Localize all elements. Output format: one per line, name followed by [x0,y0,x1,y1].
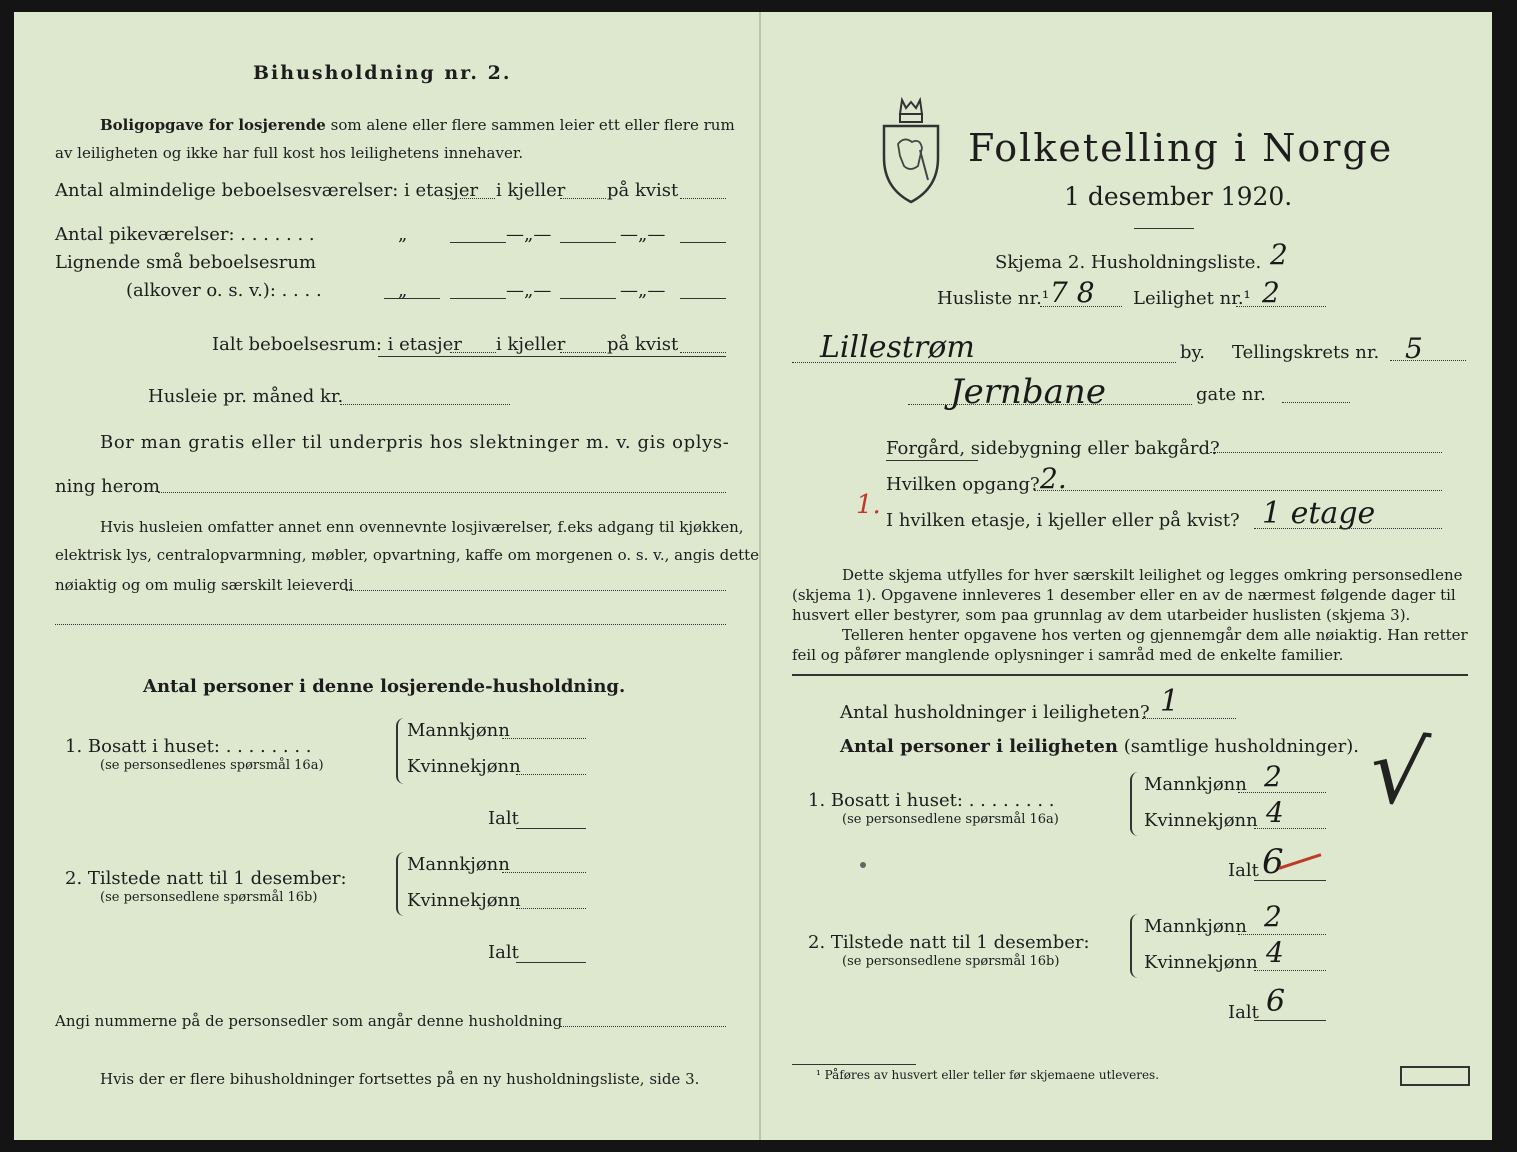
hvis-line-1: Hvis husleien omfatter annet enn ovennevnte losjiværelser, f.eks adgang til kjøkken, [100,518,744,536]
left-tilstede-label: 2. Tilstede natt til 1 desember: [65,868,347,889]
krets-value[interactable]: 5 [1405,332,1423,365]
hvis-line-3: nøiaktig og om mulig særskilt leieverdi [55,576,354,594]
antal-hush-field [1142,718,1236,719]
right-tilstede-ialt-value[interactable]: 6 [1266,984,1286,1019]
by-field [792,362,1176,363]
gratis-field[interactable] [158,492,726,493]
instr-line-1: Dette skjema utfylles for hver særskilt leilighet og legges omkring personsedlene [842,566,1463,584]
angi-label: Angi nummerne på de personsedler som angår denne husholdning [55,1012,563,1030]
right-tilstede-mann-label: Mannkjønn [1144,916,1247,937]
rooms-etasjer-field[interactable] [447,198,495,199]
ialt-kvist-label: på kvist [607,334,679,355]
ialt-rooms-label: Ialt beboelsesrum: i etasjer [212,334,462,355]
instr-line-4: Telleren henter opgavene hos verten og gjennemgår dem alle nøiaktig. Han retter [842,626,1468,644]
etasje-value[interactable]: 1 etage [1262,496,1376,531]
right-tilstede-label: 2. Tilstede natt til 1 desember: [808,932,1090,953]
gate-label: gate nr. [1196,384,1266,405]
gratis-line-2: ning herom [55,476,160,497]
opgang-value[interactable]: 2. [1040,462,1067,495]
left-tilstede-mann-field[interactable] [502,872,586,873]
right-bosatt-kvinne-value[interactable]: 4 [1266,796,1284,829]
alkover-ditto-2: —„— [506,280,552,301]
left-tilstede-sub: (se personsedlene spørsmål 16b) [100,890,318,905]
right-tilstede-kvinne-value[interactable]: 4 [1266,936,1284,969]
persons-heading: Antal personer i denne losjerende-husholdning. [143,676,626,697]
right-tilstede-ialt-field [1254,1020,1326,1021]
rooms-kvist-label: på kvist [607,180,679,201]
left-tilstede-ialt-field[interactable] [516,962,586,963]
husliste-label: Husliste nr.¹ [937,288,1050,309]
krets-field [1390,360,1466,361]
pike-kjeller-field[interactable] [560,242,616,243]
right-bosatt-label: 1. Bosatt i huset: . . . . . . . . [808,790,1055,811]
left-tilstede-ialt-label: Ialt [488,942,519,963]
title-rule [1134,228,1194,229]
right-bosatt-kvinne-field [1254,828,1326,829]
left-tilstede-kvinne-field[interactable] [516,908,586,909]
by-value[interactable]: Lillestrøm [820,330,975,365]
right-bosatt-mann-label: Mannkjønn [1144,774,1247,795]
left-bosatt-sub: (se personsedlenes spørsmål 16a) [100,758,324,773]
right-title: Folketelling i Norge [968,126,1394,170]
left-bosatt-mann-label: Mannkjønn [407,720,510,741]
forgaard-label: Forgård, sidebygning eller bakgård? [886,438,1220,459]
alkover-ditto-3: —„— [620,280,666,301]
right-tilstede-ialt-label: Ialt [1228,1002,1259,1023]
etasje-label: I hvilken etasje, i kjeller eller på kvist? [886,510,1240,531]
alkover-kjeller-field[interactable] [560,298,616,299]
lignende-label: Lignende små beboelsesrum [55,252,317,273]
left-bosatt-kvinne-label: Kvinnekjønn [407,756,521,777]
left-bosatt-ialt-label: Ialt [488,808,519,829]
footnote-rule [792,1064,916,1065]
gate-nr-field[interactable] [1282,402,1350,403]
krets-label: Tellingskrets nr. [1232,342,1380,363]
forgaard-underline-mark [886,460,978,461]
husliste-value[interactable]: 7 8 [1050,276,1095,309]
angi-field[interactable] [560,1026,726,1027]
right-bosatt-brace [1130,772,1140,836]
gratis-line-1: Bor man gratis eller til underpris hos slektninger m. v. gis oplys- [100,432,730,453]
left-bosatt-label: 1. Bosatt i huset: . . . . . . . . [65,736,312,757]
left-tilstede-kvinne-label: Kvinnekjønn [407,890,521,911]
antal-pers-rest: (samtlige husholdninger). [1123,736,1360,757]
right-bosatt-mann-field [1238,792,1326,793]
alkover-ditto-1: „ [398,280,408,301]
forgaard-field[interactable] [1210,452,1442,453]
intro-line-1 [100,116,735,134]
rooms-label: Antal almindelige beboelsesværelser: i etasjer [55,180,479,201]
right-tilstede-mann-field [1238,934,1326,935]
gate-field [908,404,1192,405]
antal-pers-bold: Antal personer i leiligheten [840,736,1118,757]
leilighet-value[interactable]: 2 [1262,276,1280,309]
husliste-field [1040,306,1122,307]
antal-pers-heading [840,736,1359,757]
right-tilstede-mann-value[interactable]: 2 [1264,900,1282,933]
alkover-kvist-field[interactable] [680,298,726,299]
check-mark: √ [1364,717,1433,828]
instr-rule [792,674,1468,676]
instr-line-5: feil og påfører manglende oplysninger i samråd med de enkelte familier. [792,646,1344,664]
pike-ditto-2: —„— [506,224,552,245]
husleie-label: Husleie pr. måned kr. [148,386,344,407]
rooms-kjeller-label: i kjeller [496,180,566,201]
skjema-label: Skjema 2. Husholdningsliste. [995,252,1262,273]
right-bosatt-ialt-label: Ialt [1228,860,1259,881]
pike-etasjer-field[interactable] [450,242,506,243]
footnote: ¹ Påføres av husvert eller teller før skjemaene utleveres. [816,1068,1160,1082]
rooms-kjeller-field[interactable] [560,198,606,199]
pike-kvist-field[interactable] [680,242,726,243]
left-bosatt-kvinne-field[interactable] [516,774,586,775]
pike-ditto-1: „ [398,224,408,245]
census-date: 1 desember 1920. [1064,182,1293,211]
leilighet-label: Leilighet nr.¹ [1133,288,1251,309]
left-tilstede-mann-label: Mannkjønn [407,854,510,875]
leieverdi-field-2[interactable] [55,624,726,625]
alkover-label: (alkover o. s. v.): . . . . [126,280,322,301]
left-footer: Hvis der er flere bihusholdninger fortsettes på en ny husholdningsliste, side 3. [100,1070,700,1088]
opgang-field [1034,490,1442,491]
gate-value[interactable]: Jernbane [950,372,1106,412]
ialt-kjeller-label: i kjeller [496,334,566,355]
right-tilstede-kvinne-label: Kvinnekjønn [1144,952,1258,973]
ink-dot [860,862,866,868]
antal-hush-label: Antal husholdninger i leiligheten? [840,702,1150,723]
left-bosatt-ialt-field[interactable] [516,828,586,829]
antal-hush-value[interactable]: 1 [1160,684,1180,719]
instr-line-2: (skjema 1). Opgavene innleveres 1 desember eller en av de nærmest følgende dager til [792,586,1456,604]
right-tilstede-sub: (se personsedlene spørsmål 16b) [842,954,1060,969]
intro-rest: som alene eller flere sammen leier ett eller flere rum [330,116,735,134]
hvis-line-2: elektrisk lys, centralopvarmning, møbler, opvartning, kaffe om morgenen o. s. v., angis dette [55,546,760,564]
right-tilstede-brace [1130,914,1140,978]
ialt-kjeller-field[interactable] [560,352,606,353]
red-margin-mark: 1. [856,490,881,520]
norway-coat-of-arms-icon [880,96,942,210]
left-tilstede-brace [396,852,406,916]
left-bosatt-brace [396,718,406,784]
ialt-kvist-field[interactable] [680,352,726,353]
right-bosatt-sub: (se personsedlene spørsmål 16a) [842,812,1059,827]
etasje-field [1254,528,1442,529]
alkover-field-0[interactable] [384,298,440,299]
intro-bold: Boligopgave for losjerende [100,116,326,134]
left-title: Bihusholdning nr. 2. [253,62,512,84]
opgang-label: Hvilken opgang? [886,474,1040,495]
pike-ditto-3: —„— [620,224,666,245]
left-bosatt-mann-field[interactable] [502,738,586,739]
by-label: by. [1180,342,1206,363]
right-bosatt-kvinne-label: Kvinnekjønn [1144,810,1258,831]
leieverdi-field[interactable] [346,590,726,591]
rooms-kvist-field[interactable] [680,198,726,199]
husleie-field[interactable] [340,404,510,405]
instr-line-3: husvert eller bestyrer, som paa grunnlag av dem utarbeider huslisten (skjema 3). [792,606,1411,624]
ialt-underline [378,356,726,357]
alkover-etasjer-field[interactable] [450,298,506,299]
right-bosatt-ialt-value[interactable]: 6 [1262,842,1284,882]
pike-label: Antal pikeværelser: . . . . . . . [55,224,315,245]
right-tilstede-kvinne-field [1254,970,1326,971]
leilighet-field [1236,306,1326,307]
right-bosatt-ialt-field [1254,880,1326,881]
ialt-etasjer-field[interactable] [450,352,496,353]
right-bosatt-mann-value[interactable]: 2 [1264,760,1282,793]
printer-stamp [1400,1066,1470,1086]
skjema-value[interactable]: 2 [1270,238,1288,271]
page-fold [759,12,761,1140]
intro-line-2: av leiligheten og ikke har full kost hos leilighetens innehaver. [55,144,524,162]
